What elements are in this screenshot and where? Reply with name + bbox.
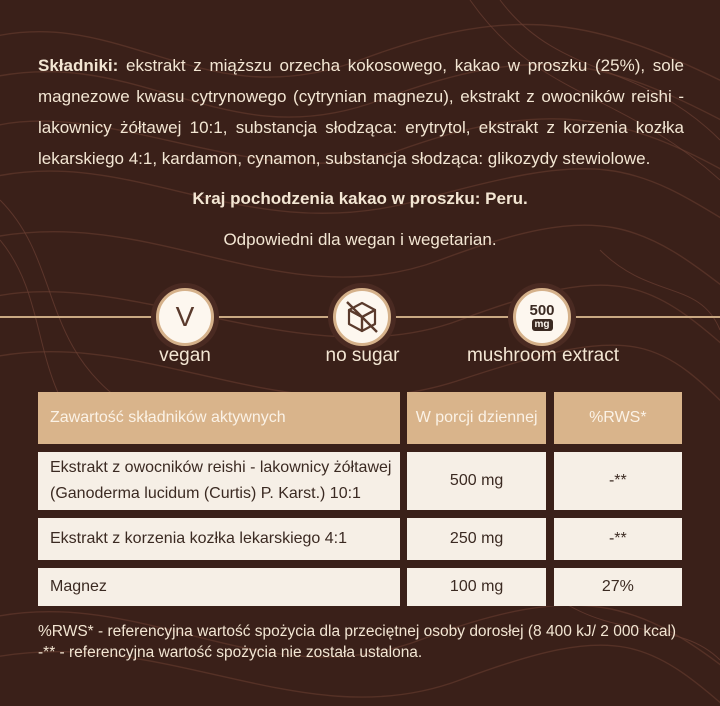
no-sugar-icon (333, 288, 391, 346)
suitable-for-vegans: Odpowiedni dla wegan i wegetarian. (223, 230, 497, 249)
table-row (38, 452, 682, 510)
ingredients-paragraph (38, 50, 684, 174)
vegan-label: vegan (159, 345, 211, 366)
table-row (38, 568, 682, 606)
cocoa-origin: Kraj pochodzenia kakao w proszku: Peru. (192, 189, 528, 208)
ingredients-label: Składniki: (38, 56, 119, 75)
mushroom-extract-label: mushroom extract (466, 345, 620, 366)
header-daily-portion: W porcji dziennej (415, 409, 538, 426)
table-header (38, 392, 682, 444)
row-rws: -** (608, 472, 627, 489)
vegan-icon (156, 288, 214, 346)
row-ingredient-name: Magnez (50, 578, 107, 595)
table-row (38, 518, 682, 560)
no-sugar-label: no sugar (325, 345, 400, 366)
vegan-glyph: V (175, 301, 195, 332)
ingredients-text: ekstrakt z miąższu orzecha kokosowego, kakao w proszku (25%), sole magnezowe kwasu cytrynowego (cytrynian magnezu), ekstrakt z owocników reishi - lakownicy żółtawej 10:1, substancja słodząca: erytrytol, ekstrakt z korzenia kozłka lekarskiego 4:1, kardamon, cynamon, substancja słodząca: glikozydy stewiolowe. (38, 56, 684, 168)
row-amount: 250 mg (449, 530, 504, 547)
row-separator (400, 452, 408, 510)
header-separator (546, 392, 554, 444)
mushroom-unit: mg (532, 319, 553, 331)
row-separator (546, 518, 554, 560)
row-separator (546, 568, 554, 606)
sugar-cube-crossed-icon (342, 297, 382, 337)
mushroom-extract-icon (513, 288, 571, 346)
row-amount: 500 mg (449, 472, 504, 489)
row-separator (546, 452, 554, 510)
header-separator (400, 392, 408, 444)
row-ingredient-name: Ekstrakt z owocników reishi - lakownicy żółtawej (Ganoderma lucidum (Curtis) P. Karst.) 10:1 (50, 459, 392, 502)
footnote-not-established: -** - referencyjna wartość spożycia nie została ustalona. (38, 644, 423, 661)
active-ingredients-table (38, 392, 682, 606)
row-separator (400, 568, 408, 606)
footnotes (38, 621, 708, 663)
row-separator (400, 518, 408, 560)
row-ingredient-name: Ekstrakt z korzenia kozłka lekarskiego 4:1 (50, 530, 348, 547)
header-ingredient: Zawartość składników aktywnych (50, 409, 286, 426)
mushroom-amount: 500 (529, 302, 555, 319)
footnote-rws: %RWS* - referencyjna wartość spożycia dla przeciętnej osoby dorosłej (8 400 kJ/ 2 000 kcal) (38, 623, 677, 640)
row-rws: -** (608, 530, 627, 547)
header-rws: %RWS* (589, 409, 647, 426)
row-amount: 100 mg (449, 578, 504, 595)
row-rws: 27% (601, 578, 634, 595)
